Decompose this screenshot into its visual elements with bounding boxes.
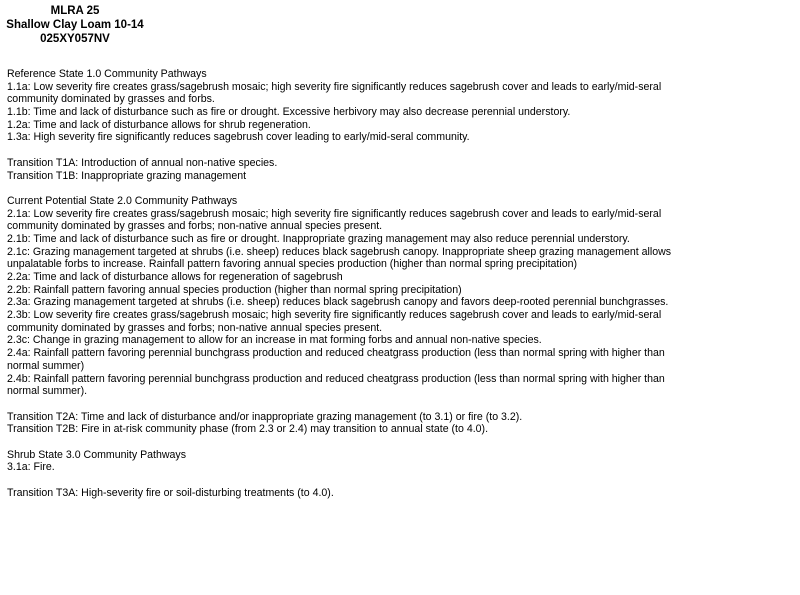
pathway-1-3a: 1.3a: High severity fire significantly reduces sagebrush cover leading to early/mid-seral community. — [7, 131, 470, 144]
spacer — [7, 436, 793, 449]
pathway-2-2b: 2.2b: Rainfall pattern favoring annual species production (higher than normal spring precipitation) — [7, 283, 462, 296]
section-heading: Shrub State 3.0 Community Pathways — [7, 448, 187, 461]
pathway-2-4a-line-2: normal summer) — [7, 359, 85, 372]
transition-t1b: Transition T1B: Inappropriate grazing management — [7, 169, 247, 182]
pathway-1-2a: 1.2a: Time and lack of disturbance allows for shrub regeneration. — [7, 118, 311, 131]
spacer — [7, 474, 793, 487]
pathway-2-1c-line-2: unpalatable forbs to increase. Rainfall pattern favoring annual species production (higher than normal spring precipitation) — [7, 258, 578, 271]
section-heading: Reference State 1.0 Community Pathways — [7, 68, 207, 80]
pathway-2-1a-line-1: 2.1a: Low severity fire creates grass/sagebrush mosaic; high severity fire significantly reduces sagebrush cover and leads to early/mid-seral — [7, 207, 662, 220]
transition-t2b: Transition T2B: Fire in at-risk community phase (from 2.3 or 2.4) may transition to annual state (to 4.0). — [7, 423, 489, 436]
transitions-2-section — [7, 411, 793, 436]
pathway-2-3c: 2.3c: Change in grazing management to allow for an increase in mat forming forbs and annual non-native species. — [7, 334, 542, 347]
pathway-2-4b-line-2: normal summer). — [7, 385, 88, 398]
header-code: 025XY057NV — [40, 33, 110, 45]
transition-t1a: Transition T1A: Introduction of annual non-native species. — [7, 156, 278, 169]
transition-t2a: Transition T2A: Time and lack of disturbance and/or inappropriate grazing management (to 3.1) or fire (to 3.2). — [7, 410, 523, 423]
section-heading: Current Potential State 2.0 Community Pathways — [7, 194, 238, 207]
pathway-1-1a-line-2: community dominated by grasses and forbs. — [7, 93, 215, 106]
pathway-2-3b-line-1: 2.3b: Low severity fire creates grass/sagebrush mosaic; high severity fire significantly reduces sagebrush cover and leads to early/mid-seral — [7, 309, 662, 322]
transitions-1-section — [7, 157, 793, 182]
pathway-2-2a: 2.2a: Time and lack of disturbance allows for regeneration of sagebrush — [7, 271, 343, 283]
reference-state-section — [7, 68, 793, 144]
pathway-2-1b: 2.1b: Time and lack of disturbance such as fire or drought. Inappropriate grazing management may also reduce perennial understory. — [7, 232, 630, 245]
pathway-2-1a-line-2: community dominated by grasses and forbs; non-native annual species present. — [7, 220, 383, 233]
shrub-state-section — [7, 449, 793, 474]
header-title: MLRA 25 — [50, 5, 100, 17]
pathway-2-4b-line-1: 2.4b: Rainfall pattern favoring perennial bunchgrass production and reduced cheatgrass production (less than normal spring with higher than — [7, 372, 665, 385]
header-subtitle: Shallow Clay Loam 10-14 — [6, 19, 144, 31]
pathway-2-4a-line-1: 2.4a: Rainfall pattern favoring perennial bunchgrass production and reduced cheatgrass production (less than normal spring with higher than — [7, 347, 665, 360]
pathway-2-1c-line-1: 2.1c: Grazing management targeted at shrubs (i.e. sheep) reduces black sagebrush canopy. Inappropriate sheep grazing management allows — [7, 245, 672, 258]
document-body — [7, 68, 793, 499]
pathway-2-3b-line-2: community dominated by grasses and forbs; non-native annual species present. — [7, 321, 383, 334]
pathway-1-1b: 1.1b: Time and lack of disturbance such as fire or drought. Excessive herbivory may also decrease perennial understory. — [7, 106, 571, 119]
pathway-1-1a-line-1: 1.1a: Low severity fire creates grass/sagebrush mosaic; high severity fire significantly reduces sagebrush cover and leads to early/mid-seral — [7, 80, 662, 93]
spacer — [7, 398, 793, 411]
transition-t3a: Transition T3A: High-severity fire or soil-disturbing treatments (to 4.0). — [7, 486, 334, 499]
current-state-section — [7, 195, 793, 398]
spacer — [7, 144, 793, 157]
pathway-2-3a: 2.3a: Grazing management targeted at shrubs (i.e. sheep) reduces black sagebrush canopy and favors deep-rooted perennial bunchgrasses. — [7, 296, 669, 309]
transitions-3-section — [7, 487, 793, 500]
spacer — [7, 182, 793, 195]
pathway-3-1a: 3.1a: Fire. — [7, 461, 55, 474]
document-header — [0, 4, 150, 46]
